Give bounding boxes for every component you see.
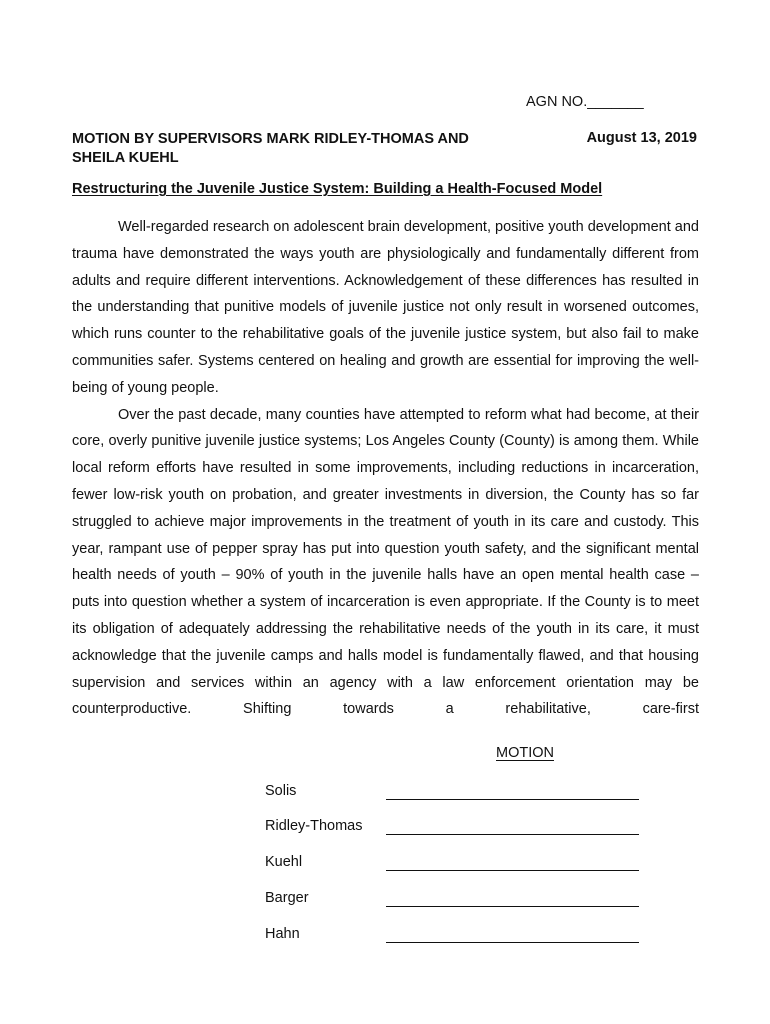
vote-row-kuehl [265,854,645,874]
vote-row-ridley-thomas [265,818,645,838]
motion-heading: MOTION [496,745,554,761]
motion-date: August 13, 2019 [586,130,697,146]
signature-line [386,834,639,835]
supervisor-name: Ridley-Thomas [265,818,363,834]
vote-row-barger [265,890,645,910]
signature-line [386,906,639,907]
body-text [72,214,699,723]
paragraph: Over the past decade, many counties have attempted to reform what had become, at their core, overly punitive juvenile justice systems; Los Angeles County (County) is among them. While local reform efforts have resulted in some improvements, including reductions in incarceration, fewer low-risk youth on probation, and greater investments in diversion, the County has so far struggled to achieve major improvements in the treatment of youth in its care and custody. This year, rampant use of pepper spray has put into question youth safety, and the significant mental health needs of youth – 90% of youth in the juvenile halls have an open mental health case – puts into question whether a system of incarceration is even appropriate. If the County is to meet its obligation of adequately addressing the rehabilitative needs of the youth in its care, it must acknowledge that the juvenile camps and halls model is fundamentally flawed, and that housing supervision and services within an agency with a law enforcement orientation may be counterproductive. Shifting towards a rehabilitative, care-first [72,406,699,718]
signature-line [386,799,639,800]
supervisor-name: Solis [265,783,297,799]
document-title: Restructuring the Juvenile Justice System: Building a Health-Focused Model [72,181,603,197]
supervisor-name: Kuehl [265,854,303,870]
supervisor-name: Barger [265,890,309,906]
vote-row-solis [265,783,645,803]
signature-line [386,942,639,943]
signature-line [386,870,639,871]
supervisor-name: Hahn [265,926,300,942]
agenda-number: AGN NO._______ [526,94,644,110]
motion-by-heading: MOTION BY SUPERVISORS MARK RIDLEY-THOMAS AND SHEILA KUEHL [72,131,469,166]
vote-row-hahn [265,926,645,946]
paragraph: Well-regarded research on adolescent brain development, positive youth development and trauma have demonstrated the ways youth are physiologically and fundamentally different from adults and require different interventions. Acknowledgement of these differences has resulted in the understanding that punitive models of juvenile justice not only result in worsened outcomes, which runs counter to the rehabilitative goals of the juvenile justice system, but also fail to make communities safer. Systems centered on healing and growth are essential for improving the well-being of young people. [72,219,699,396]
